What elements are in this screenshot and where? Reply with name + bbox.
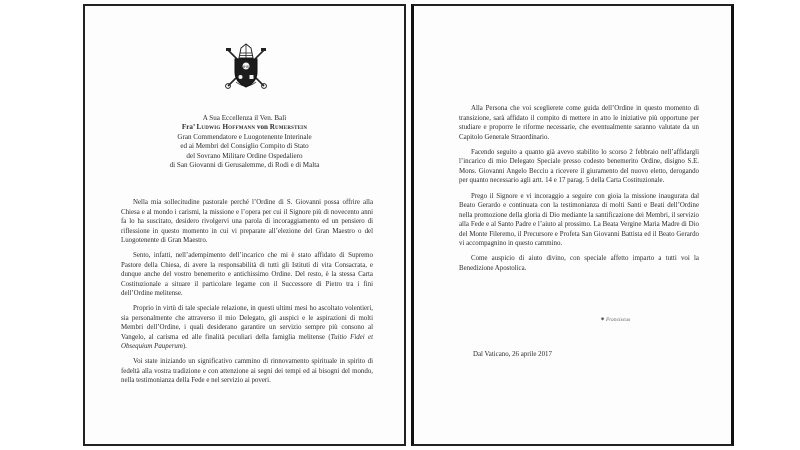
paragraph: Facendo seguito a quanto già avevo stabilito lo scorso 2 febbraio nell’affidargli l’incarico di mio Delegato Speciale presso codesto benemerito Ordine, disigno S.E. Mons. Giovanni Angelo Becciu a ricevere il giuramento del nuovo eletto, derogando per quanto necessario agli artt. 14 e 17 parag. 5 della Carta Costituzionale. [459,148,699,185]
address-line: Gran Commendatore e Luogotenente Interinale [177,132,312,141]
address-line: ed ai Membri del Consiglio Compito di Stato [180,142,309,151]
paragraph: Prego il Signore e vi incoraggio a seguire con gioia la missione inaugurata dal Beato Gerardo e continuata con la testimonianza di molti Santi e Beati dell’Ordine nella promozione della gloria di Dio mediante la santificazione dei Membri, il servizio alla Fede e al Santo Padre e l’aiuto al prossimo. La Beata Vergine Maria Madre di Dio del Monte Fileremo, il Precursore e Profeta San Giovanni Battista ed il Beato Gerardo vi accompagnino in questo cammino. [459,192,699,248]
paragraph: Proprio in virtù di tale speciale relazione, in questi ultimi mesi ho ascoltato volentieri, sia personalmente che attraverso il mio Delegato, gli auspici e le aspirazioni di molti Membri dell’Ordine, i quali desiderano garantire un servizio sempre più consono al Vangelo, al carisma ed alle finalità peculiari della famiglia melitense (Tuitio Fidei et Obsequium Pauperum). [121,305,374,351]
paragraph: Sento, infatti, nell’adempimento dell’incarico che mi è stato affidato di Supremo Pastore della Chiesa, di avere la responsabilità di tutti gli Istituti di vita Consacrata, e dunque anche del vostro benemerito e antichissimo Ordine. Del resto, è la stessa Carta Costituzionale a situare il particolare legame con il Successore di Pietro tra i fini dell’Ordine melitense. [121,252,373,298]
address-line: di San Giovanni di Gerusalemme, di Rodi e di Malta [169,161,320,170]
address-salutation: A Sua Eccellenza il Ven. Balì [202,114,287,122]
letter-page-1 [83,4,406,446]
svg-text:IHS: IHS [242,64,250,69]
paragraph: Nella mia sollecitudine pastorale perché l’Ordine di S. Giovanni possa offrire alla Chiesa e al mondo i carismi, la missione e l’opera per cui il Signore più di novecento anni fa lo ha suscitato, desidero rivolgervi una parola di incoraggiamento ed un pensiero di riflessione in questo momento in cui vi preparate all’elezione del Gran Maestro o del Luogotenente di Gran Maestro. [121,199,373,245]
paragraph: Alla Persona che voi sceglierete come guida dell’Ordine in questo momento di transizione, sarà affidato il compito di mettere in atto le iniziative più opportune per studiare e proporre le riforme necessarie, che eventualmente saranno valutate da un Capitolo Generale Straordinario. [459,105,699,141]
letter-page-2 [411,4,734,446]
paragraph: Come auspicio di aiuto divino, con speciale affetto imparto a tutti voi la Benedizione Apostolica. [459,255,699,272]
paragraph: Voi state iniziando un significativo cammino di rinnovamento spirituale in spirito di fedeltà alla vostra tradizione e con attenzione ai segni dei tempi ed ai bisogni del mondo, nella testimonianza della Fede e nel servizio ai poveri. [121,358,373,385]
recipient-name: Fra’ Ludwig Hoffmann von Rumerstein [181,123,308,132]
letter-body-page-2 [459,104,699,279]
papal-coat-of-arms-icon [222,42,270,92]
papal-signature: ⁕Franciscus [600,316,631,323]
dateline: Dal Vaticano, 26 aprile 2017 [473,351,552,358]
address-line: del Sovrano Militare Ordine Ospedaliero [186,151,303,160]
letter-body-page-1 [121,198,373,391]
recipient-address [85,114,404,170]
order-motto: Tuitio Fidei et Obsequium Pauperum [121,333,374,351]
signature-flourish-icon: ⁕ [600,316,606,323]
